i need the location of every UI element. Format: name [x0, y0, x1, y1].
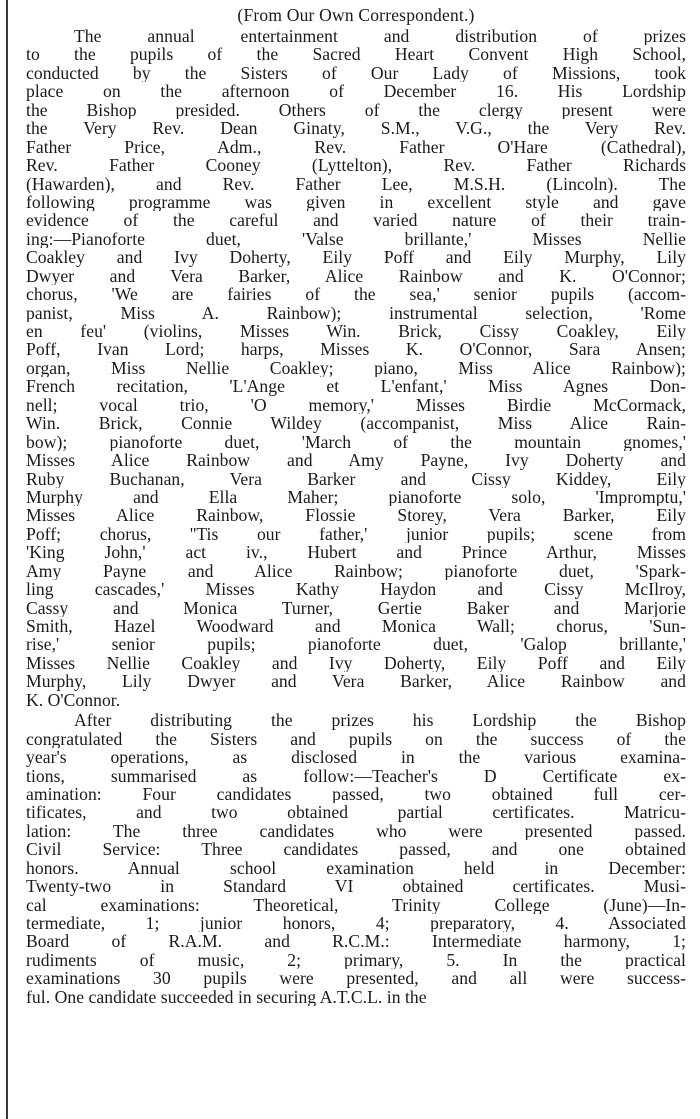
text-line: (Hawarden), and Rev. Father Lee, M.S.H. (Lincoln). The — [26, 174, 686, 193]
text-line: the Bishop presided. Others of the clergy present were — [26, 100, 686, 120]
text-line: organ, Miss Nellie Coakley; piano, Miss Alice Rainbow); — [26, 358, 686, 378]
text-line: rise,' senior pupils; pianoforte duet, 'Galop brillante,' — [26, 635, 686, 654]
text-line: to the pupils of the Sacred Heart Convent High School, — [26, 45, 686, 64]
column-rule — [6, 0, 8, 1119]
text-line: evidence of the careful and varied nature of their train- — [26, 211, 686, 230]
text-line: French recitation, 'L'Ange et L'enfant,' Miss Agnes Don- — [26, 377, 686, 396]
text-line: place on the afternoon of December 16. His Lordship — [26, 82, 686, 101]
text-line: nell; vocal trio, 'O memory,' Misses Birdie McCormack, — [26, 395, 686, 415]
text-line: Smith, Hazel Woodward and Monica Wall; chorus, 'Sun- — [26, 617, 686, 636]
text-line: amination: Four candidates passed, two obtained full cer- — [26, 784, 686, 804]
text-line: en feu' (violins, Misses Win. Brick, Cissy Coakley, Eily — [26, 322, 686, 341]
text-line: year's operations, as disclosed in the various examina- — [26, 748, 686, 767]
text-line: Misses Alice Rainbow, Flossie Storey, Vera Barker, Eily — [26, 506, 686, 525]
text-line: Cassy and Monica Turner, Gertie Baker and Marjorie — [26, 598, 686, 617]
text-line: K. O'Connor. — [26, 690, 121, 710]
text-line: congratulated the Sisters and pupils on the success of the — [26, 729, 686, 749]
paragraph-prizes — [26, 711, 686, 1006]
text-line: following programme was given in excellent style and gave — [26, 192, 686, 212]
text-line: ful. One candidate succeeded in securing A.T.C.L. in the — [26, 987, 427, 1007]
text-line: conducted by the Sisters of Our Lady of Missions, took — [26, 63, 686, 83]
text-line: Misses Nellie Coakley and Ivy Doherty, Eily Poff and Eily — [26, 653, 686, 673]
text-line: Father Price, Adm., Rev. Father O'Hare (Cathedral), — [26, 137, 686, 157]
text-line: Ruby Buchanan, Vera Barker and Cissy Kiddey, Eily — [26, 469, 686, 488]
text-line: the Very Rev. Dean Ginaty, S.M., V.G., the Very Rev. — [26, 119, 686, 138]
text-line: bow); pianoforte duet, 'March of the mountain gnomes,' — [26, 432, 686, 452]
dateline: (From Our Own Correspondent.) — [237, 5, 475, 25]
text-line: lation: The three candidates who were presented passed. — [26, 821, 686, 841]
text-line: Misses Alice Rainbow and Amy Payne, Ivy Doherty and — [26, 451, 686, 470]
text-line: Murphy and Ella Maher; pianoforte solo, 'Impromptu,' — [26, 487, 686, 507]
text-line: ling cascades,' Misses Kathy Haydon and Cissy McIlroy, — [26, 580, 686, 599]
text-line: Win. Brick, Connie Wildey (accompanist, Miss Alice Rain- — [26, 414, 686, 433]
text-line: panist, Miss A. Rainbow); instrumental selection, 'Rome — [26, 303, 686, 322]
text-line: tificates, and two obtained partial certificates. Matricu- — [26, 803, 686, 822]
text-line: After distributing the prizes his Lordship the Bishop — [74, 711, 686, 730]
text-line: Amy Payne and Alice Rainbow; pianoforte duet, 'Spark- — [26, 561, 686, 581]
paragraph-programme — [26, 27, 686, 709]
text-line: Coakley and Ivy Doherty, Eily Poff and Eily Murphy, Lily — [26, 248, 686, 267]
text-line: chorus, 'We are fairies of the sea,' senior pupils (accom- — [26, 285, 686, 304]
text-line: Murphy, Lily Dwyer and Vera Barker, Alice Rainbow and — [26, 672, 686, 691]
text-line: Civil Service: Three candidates passed, and one obtained — [26, 840, 686, 859]
text-line: rudiments of music, 2; primary, 5. In the practical — [26, 950, 686, 970]
text-line: Dwyer and Vera Barker, Alice Rainbow and K. O'Connor; — [26, 266, 686, 286]
text-line: Board of R.A.M. and R.C.M.: Intermediate harmony, 1; — [26, 932, 686, 951]
text-line: 'King John,' act iv., Hubert and Prince Arthur, Misses — [26, 543, 686, 562]
text-line: Twenty-two in Standard VI obtained certificates. Musi- — [26, 877, 686, 896]
text-line: termediate, 1; junior honors, 4; preparatory, 4. Associated — [26, 914, 686, 933]
text-line: The annual entertainment and distribution of prizes — [74, 27, 686, 46]
text-line: Poff, Ivan Lord; harps, Misses K. O'Connor, Sara Ansen; — [26, 340, 686, 359]
text-line: honors. Annual school examination held in December: — [26, 858, 686, 878]
text-line: Poff; chorus, ''Tis our father,' junior pupils; scene from — [26, 524, 686, 544]
text-line: Rev. Father Cooney (Lyttelton), Rev. Father Richards — [26, 156, 686, 175]
text-line: tions, summarised as follow:—Teacher's D Certificate ex- — [26, 766, 686, 785]
text-line: examinations 30 pupils were presented, and all were success- — [26, 969, 686, 988]
text-line: cal examinations: Theoretical, Trinity College (June)—In- — [26, 895, 686, 914]
text-line: ing:—Pianoforte duet, 'Valse brillante,' Misses Nellie — [26, 229, 686, 249]
